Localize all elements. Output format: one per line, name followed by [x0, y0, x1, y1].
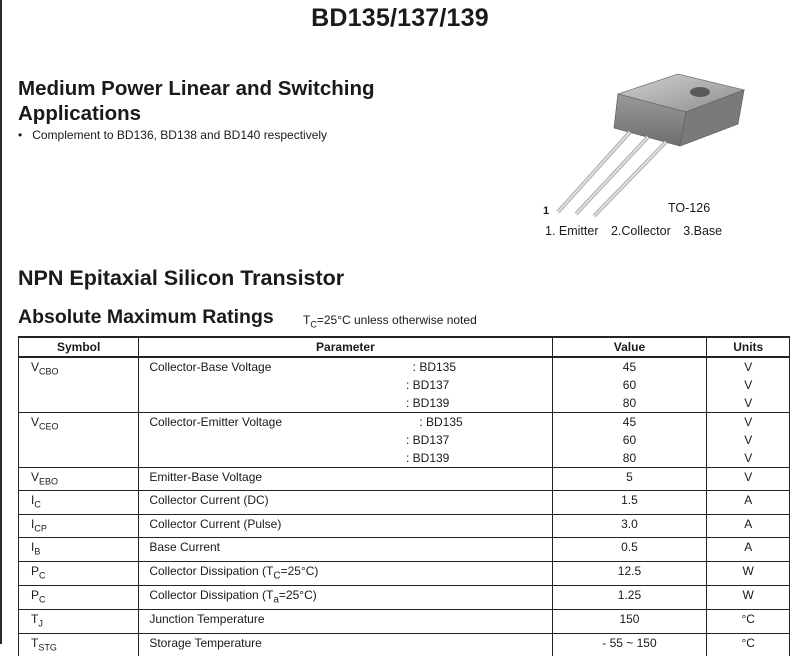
table-row — [19, 514, 790, 537]
unit-cell: A — [707, 491, 790, 514]
value-cell: 1.25 — [552, 585, 707, 609]
symbol-cell: $V_{CEO}$ — [19, 413, 139, 468]
value-cell: 12.5 — [552, 561, 707, 585]
application-heading: Medium Power Linear and Switching Applications — [18, 77, 375, 125]
value-cell: 0.5 — [552, 538, 707, 561]
page-left-border — [0, 0, 2, 644]
symbol-cell: $T_J$ — [19, 610, 139, 633]
symbol-cell: $V_{EBO}$ — [19, 468, 139, 491]
ratings-heading: Absolute Maximum Ratings — [18, 306, 274, 328]
parameter-cell: Collector Dissipation $(T_a=25^\circ C)$ — [139, 585, 552, 609]
unit-cell: V — [707, 468, 790, 491]
value-cell: 5 — [552, 468, 707, 491]
pin-base: 3.Base — [683, 224, 723, 238]
value-cell: - 55 ~ 150 — [552, 633, 707, 656]
unit-cell: V V V — [707, 413, 790, 468]
table-row — [19, 585, 790, 609]
parameter-cell: Collector-Emitter Voltage : BD135 : BD137 : BD139 — [139, 413, 552, 468]
table-row — [19, 538, 790, 561]
column-header-symbol: Symbol — [19, 337, 139, 357]
parameter-cell: Collector Dissipation $(T_C=25^\circ C)$ — [139, 561, 552, 585]
table-row — [19, 633, 790, 656]
pin-emitter: 1. Emitter — [545, 224, 599, 238]
pin-collector: 2.Collector — [610, 224, 671, 238]
value-cell: 1.5 — [552, 491, 707, 514]
column-header-units: Units — [707, 337, 790, 357]
value-cell: 150 — [552, 610, 707, 633]
unit-cell: W — [707, 561, 790, 585]
parameter-cell: Storage Temperature — [139, 633, 552, 656]
table-row — [19, 491, 790, 514]
parameter-cell: Collector Current (DC) — [139, 491, 552, 514]
table-row — [19, 610, 790, 633]
unit-cell: A — [707, 538, 790, 561]
application-bullet — [18, 128, 327, 142]
symbol-cell: $T_{STG}$ — [19, 633, 139, 656]
symbol-cell: $I_C$ — [19, 491, 139, 514]
column-header-parameter: Parameter — [139, 337, 552, 357]
pin1-marker: 1 — [543, 205, 550, 217]
unit-cell: V V V — [707, 357, 790, 413]
pinout-legend — [545, 224, 731, 238]
table-row — [19, 357, 790, 413]
document-title: BD135/137/139 — [311, 4, 489, 32]
parameter-cell: Collector Current (Pulse) — [139, 514, 552, 537]
symbol-cell: $V_{CBO}$ — [19, 357, 139, 413]
column-header-value: Value — [552, 337, 707, 357]
table-row — [19, 413, 790, 468]
absolute-max-ratings-table — [18, 336, 790, 656]
unit-cell: W — [707, 585, 790, 609]
to126-package-illustration — [530, 68, 780, 228]
mounting-hole — [690, 87, 710, 97]
table-row — [19, 561, 790, 585]
table-header-row — [19, 337, 790, 357]
value-cell: 45 60 80 — [552, 357, 707, 413]
parameter-cell: Base Current — [139, 538, 552, 561]
unit-cell: A — [707, 514, 790, 537]
symbol-cell: $I_B$ — [19, 538, 139, 561]
symbol-cell: $I_{CP}$ — [19, 514, 139, 537]
parameter-cell: Junction Temperature — [139, 610, 552, 633]
parameter-cell: Collector-Base Voltage : BD135 : BD137 : BD139 — [139, 357, 552, 413]
package-name: TO-126 — [668, 201, 711, 215]
unit-cell: °C — [707, 610, 790, 633]
value-cell: 3.0 — [552, 514, 707, 537]
parameter-cell: Emitter-Base Voltage — [139, 468, 552, 491]
bullet-text: Complement to BD136, BD138 and BD140 respectively — [32, 128, 328, 142]
ratings-note: $T_C=25^\circ C$ unless otherwise noted — [303, 313, 477, 330]
symbol-cell: $P_C$ — [19, 561, 139, 585]
value-cell: 45 60 80 — [552, 413, 707, 468]
table-row — [19, 468, 790, 491]
device-heading: NPN Epitaxial Silicon Transistor — [18, 266, 345, 290]
bullet-marker: • — [18, 128, 23, 142]
unit-cell: °C — [707, 633, 790, 656]
symbol-cell: $P_C$ — [19, 585, 139, 609]
